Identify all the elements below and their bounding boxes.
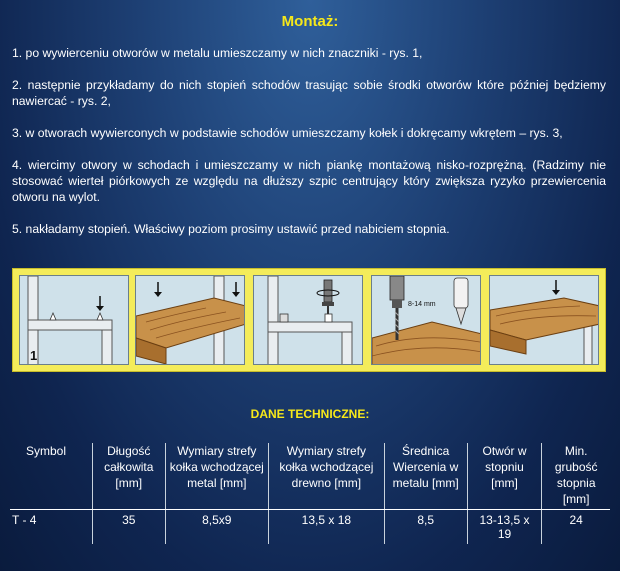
cell-metal-zone: 8,5x9 <box>165 510 268 545</box>
col-min-thickness: Min. grubość stopnia [mm] <box>542 443 610 510</box>
table-row <box>10 510 610 545</box>
cell-step-hole: 13-13,5 x 19 <box>467 510 542 545</box>
step-2: 2. następnie przykładamy do nich stopień schodów trasując sobie środki otworów które później będziemy nawiercać - rys. 2, <box>12 78 606 108</box>
step-1: 1. po wywierceniu otworów w metalu umieszczamy w nich znaczniki - rys. 1, <box>12 46 423 60</box>
cell-drill-diameter: 8,5 <box>384 510 467 545</box>
tech-table <box>10 443 610 544</box>
figure-3 <box>253 275 363 365</box>
col-wood-zone: Wymiary strefy kołka wchodzącej drewno [mm] <box>269 443 385 510</box>
figure-strip <box>12 268 606 372</box>
figure-2 <box>135 275 245 365</box>
figure-1-label: 1 <box>30 348 38 363</box>
cell-wood-zone: 13,5 x 18 <box>269 510 385 545</box>
step-5: 5. nakładamy stopień. Właściwy poziom prosimy ustawić przed nabiciem stopnia. <box>12 222 450 236</box>
figure-5 <box>489 275 599 365</box>
cell-length: 35 <box>92 510 165 545</box>
cell-min-thickness: 24 <box>542 510 610 545</box>
tech-data-title: DANE TECHNICZNE: <box>250 407 370 421</box>
table-header-row <box>10 443 610 510</box>
figure-1 <box>19 275 129 365</box>
col-drill-diameter: Średnica Wiercenia w metalu [mm] <box>384 443 467 510</box>
step-3: 3. w otworach wywierconych w podstawie schodów umieszczamy kołek i dokręcamy wkrętem – rys. 3, <box>12 126 563 140</box>
col-metal-zone: Wymiary strefy kołka wchodzącej metal [mm] <box>165 443 268 510</box>
figure-4 <box>371 275 481 365</box>
col-step-hole: Otwór w stopniu [mm] <box>467 443 542 510</box>
col-length: Długość całkowita [mm] <box>92 443 165 510</box>
assembly-steps <box>12 45 606 253</box>
col-symbol: Symbol <box>10 443 92 510</box>
step-4: 4. wiercimy otwory w schodach i umieszczamy w nich piankę montażową nisko-rozprężną. (Radzimy nie stosować wierteł piórkowych ze względu na dłuższy szpic centrujący który zwiększa ryzyko przewiercenia otworu na wylot. <box>12 158 606 204</box>
cell-symbol: T - 4 <box>12 513 37 527</box>
page-title: Montaż: <box>281 13 339 30</box>
drill-size-label: 8-14 mm <box>408 301 436 308</box>
